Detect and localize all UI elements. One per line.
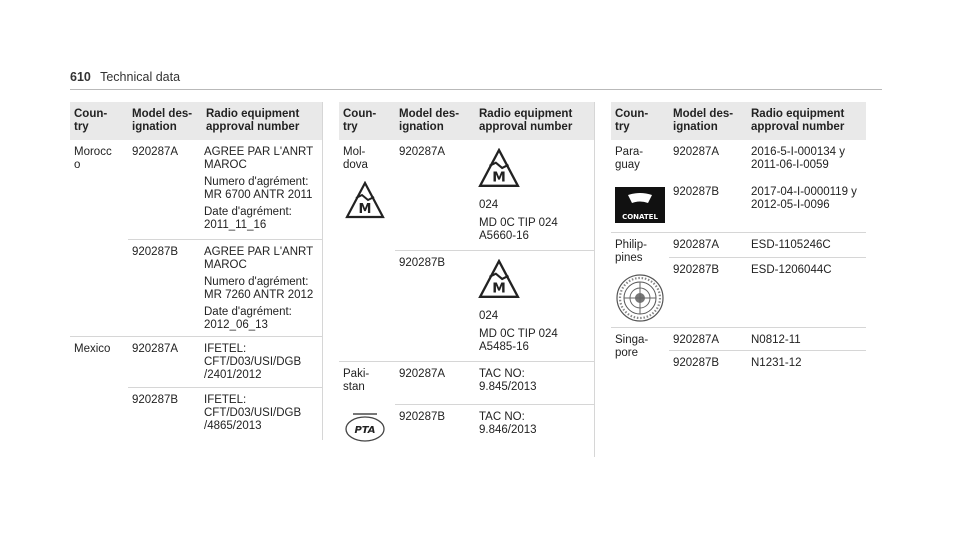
header-country: Coun- try	[615, 108, 649, 133]
country-cell: Singa- pore	[615, 334, 649, 359]
model-row-b	[669, 180, 866, 232]
model-cell: 920287A	[132, 146, 179, 158]
page-number: 610	[70, 70, 91, 84]
model-row-a	[128, 337, 322, 387]
approval-cell: 024 MD 0C TIP 024 A5660-16	[479, 199, 558, 242]
model-row-a	[669, 140, 866, 180]
country-cell: Morocc o	[74, 146, 112, 171]
header-approval: Radio equipment approval number	[751, 108, 845, 133]
header-divider	[70, 89, 882, 90]
table-row-philippines	[611, 233, 866, 328]
table-row-pakistan	[339, 362, 594, 456]
country-cell: Para- guay	[615, 146, 644, 171]
model-cell: 920287B	[399, 257, 446, 269]
column-divider	[322, 102, 323, 440]
model-row-b	[395, 250, 594, 362]
pta-logo-icon	[343, 410, 387, 444]
model-row-b	[669, 257, 866, 328]
conatel-logo	[615, 187, 665, 223]
model-cell: 920287B	[673, 357, 720, 369]
page-header	[70, 70, 180, 84]
model-cell: 920287A	[673, 334, 720, 346]
country-cell: Mol- dova	[343, 146, 368, 171]
table-row-paraguay	[611, 140, 866, 233]
model-row-b	[395, 404, 594, 457]
approval-table-3	[611, 102, 866, 374]
svg-text:M: M	[492, 280, 506, 297]
model-cell: 920287A	[399, 368, 446, 380]
approval-cell: ESD-1105246C	[751, 239, 831, 251]
approval-cell: ESD-1206044C	[751, 264, 832, 276]
table-row-mexico	[70, 337, 322, 437]
svg-text:M: M	[492, 169, 506, 186]
model-row-b	[128, 387, 322, 438]
conatel-emblem-icon	[627, 192, 653, 208]
moldova-conformity-mark-icon	[478, 148, 520, 190]
approval-cell: IFETEL: CFT/D03/USI/DGB /2401/2012	[204, 343, 302, 381]
approval-cell: 024 MD 0C TIP 024 A5485-16	[479, 310, 558, 353]
approval-cell: IFETEL: CFT/D03/USI/DGB /4865/2013	[204, 394, 302, 432]
model-cell: 920287B	[399, 411, 446, 423]
model-cell: 920287A	[399, 146, 446, 158]
moldova-conformity-mark-icon	[478, 259, 520, 301]
header-country: Coun- try	[343, 108, 377, 133]
model-row-a	[128, 140, 322, 239]
model-cell: 920287A	[132, 343, 179, 355]
header-approval: Radio equipment approval number	[206, 108, 300, 133]
country-cell: Paki- stan	[343, 368, 370, 393]
table-header	[611, 102, 866, 140]
approval-table-2	[339, 102, 594, 456]
table-header	[339, 102, 594, 140]
column-divider	[594, 102, 595, 457]
moldova-conformity-mark-icon	[345, 181, 385, 221]
approval-cell: AGREE PAR L'ANRT MAROC Numero d'agrément: MR 7260 ANTR 2012 Date d'agrément: 2012_06_13	[204, 246, 314, 331]
header-approval: Radio equipment approval number	[479, 108, 573, 133]
conatel-logo-text: CONATEL	[622, 213, 658, 221]
country-cell: Mexico	[74, 343, 111, 355]
country-cell: Philip- pines	[615, 239, 647, 264]
table-row-moldova	[339, 140, 594, 362]
svg-text:M: M	[358, 202, 372, 217]
table-header	[70, 102, 322, 140]
approval-cell: 2017-04-I-0000119 y 2012-05-I-0096	[751, 186, 857, 211]
approval-cell: N0812-11	[751, 334, 801, 346]
approval-cell: AGREE PAR L'ANRT MAROC Numero d'agrément: MR 6700 ANTR 2011 Date d'agrément: 2011_11_16	[204, 146, 314, 231]
model-row-b	[128, 239, 322, 337]
header-model: Model des- ignation	[132, 108, 193, 133]
table-row-morocco	[70, 140, 322, 337]
header-model: Model des- ignation	[399, 108, 460, 133]
model-cell: 920287B	[673, 264, 720, 276]
approval-cell: N1231-12	[751, 357, 802, 369]
model-cell: 920287B	[132, 394, 179, 406]
approval-cell: TAC NO: 9.846/2013	[479, 411, 537, 436]
model-cell: 920287B	[132, 246, 179, 258]
header-model: Model des- ignation	[673, 108, 734, 133]
approval-cell: 2016-5-I-000134 y 2011-06-I-0059	[751, 146, 845, 171]
table-row-singapore	[611, 328, 866, 374]
approval-cell: TAC NO: 9.845/2013	[479, 368, 537, 393]
page-title: Technical data	[100, 70, 181, 84]
model-cell: 920287A	[673, 239, 720, 251]
model-cell: 920287A	[673, 146, 720, 158]
ntc-seal-icon	[615, 273, 665, 323]
model-row-a	[669, 328, 866, 350]
svg-text:PTA: PTA	[354, 425, 376, 436]
model-row-a	[395, 362, 594, 404]
header-country: Coun- try	[74, 108, 108, 133]
model-row-a	[395, 140, 594, 250]
model-row-a	[669, 233, 866, 257]
model-row-b	[669, 350, 866, 375]
approval-table-1	[70, 102, 322, 437]
model-cell: 920287B	[673, 186, 720, 198]
